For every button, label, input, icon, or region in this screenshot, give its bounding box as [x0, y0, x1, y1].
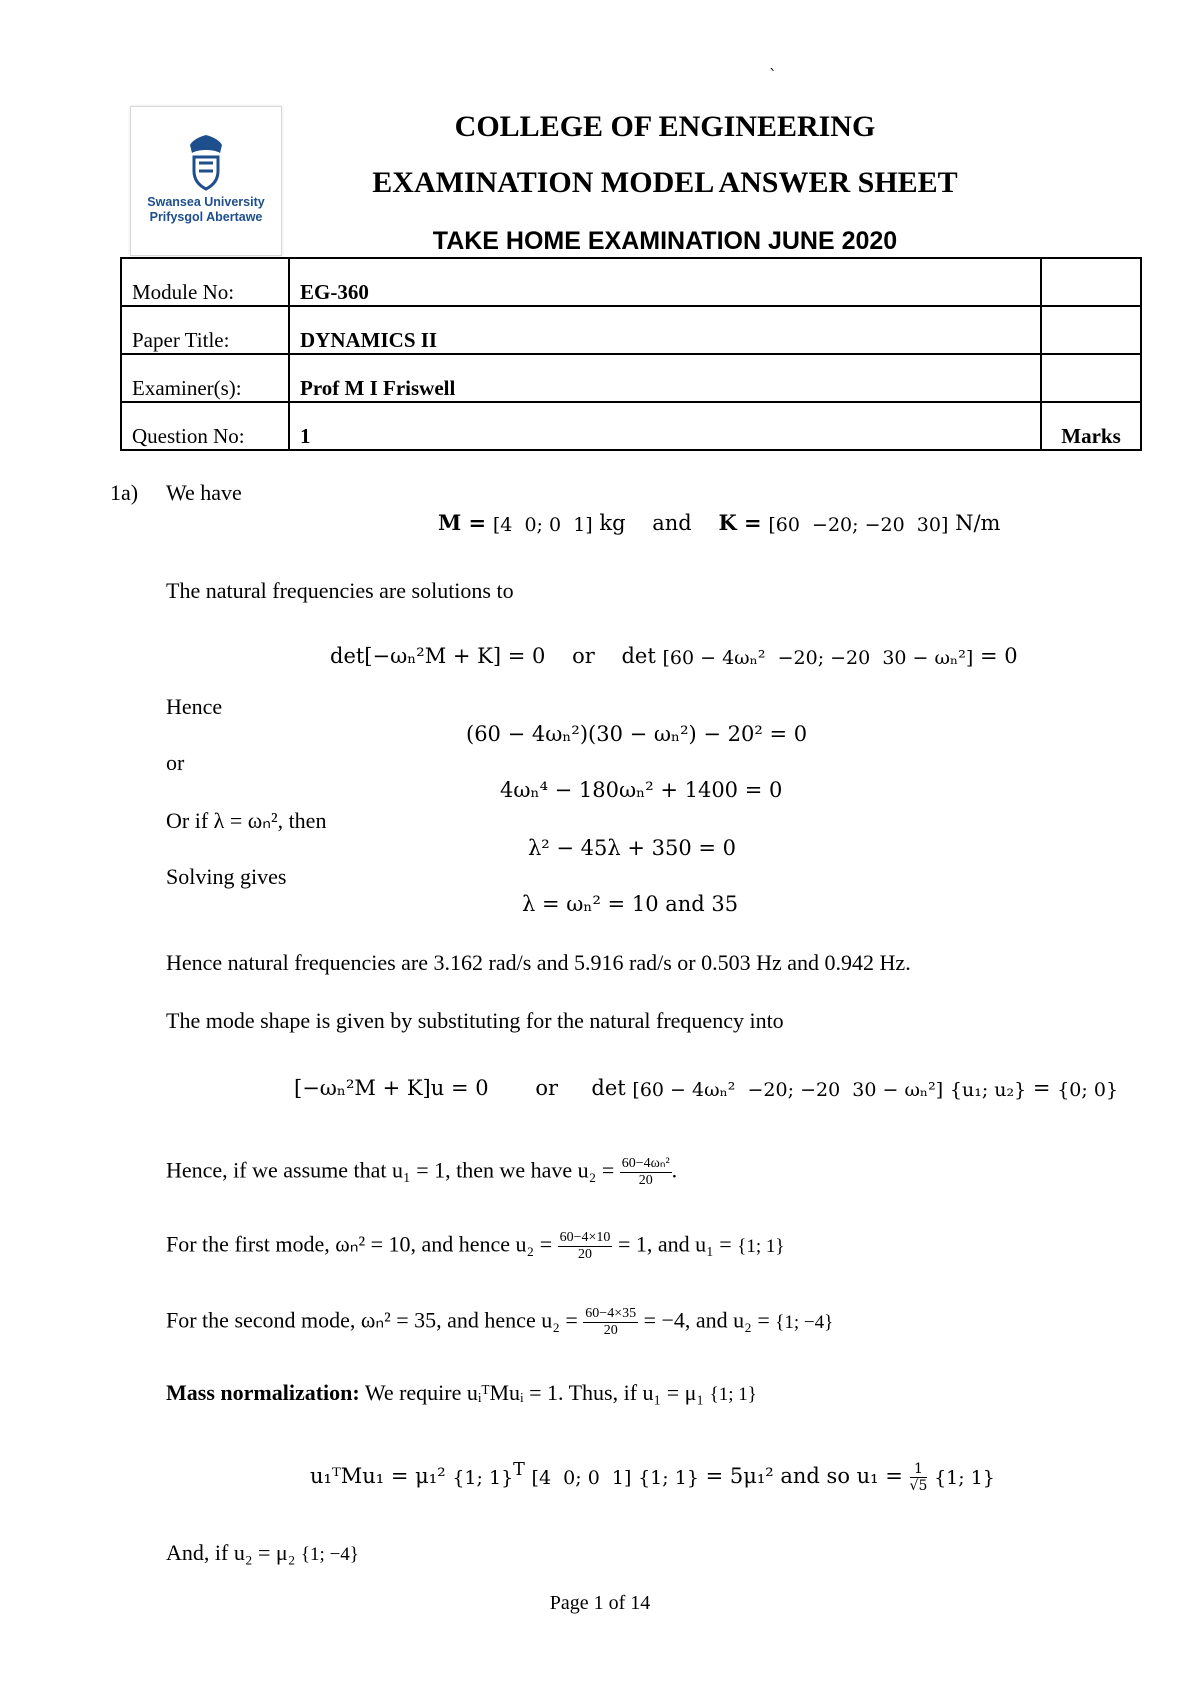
table-row	[121, 354, 1141, 402]
table-row	[121, 306, 1141, 354]
determinant-equation: det[−ωₙ²M + K] = 0 or det [60 − 4ωₙ² −20; −20 30 − ωₙ²] = 0	[330, 644, 1018, 669]
marks-cell	[1041, 306, 1141, 354]
marks-cell: Marks	[1041, 402, 1141, 450]
sheet-title: EXAMINATION MODEL ANSWER SHEET	[372, 166, 958, 199]
college-title: COLLEGE OF ENGINEERING	[454, 110, 876, 143]
nat-freq-intro: The natural frequencies are solutions to	[166, 578, 514, 603]
question-label: 1a)	[110, 480, 139, 505]
tick-mark: `	[769, 66, 777, 85]
assume-line: Hence, if we assume that u₁ = 1, then we have u₂ = $\frac{\text{60−4ωₙ²}}{20}$ .	[166, 1156, 678, 1188]
marks-cell	[1041, 354, 1141, 402]
mass-stiffness-equation: M = [4 0; 0 1] kg and K = [60 −20; −20 30] N/m	[438, 510, 1001, 536]
page-number: Page 1 of 14	[549, 1592, 651, 1614]
and-if-line: And, if u₂ = μ₂ {1; −4}	[166, 1540, 359, 1565]
value-cell: 1	[289, 402, 1041, 450]
exam-title: TAKE HOME EXAMINATION JUNE 2020	[432, 227, 898, 255]
marks-cell	[1041, 258, 1141, 306]
second-mode-line: For the second mode, ωₙ² = 35, and hence u₂ = $\frac{60-4\times 35}{20}$ = −4, and u₂ = {1; −4}	[166, 1306, 834, 1338]
value-cell: EG-360	[289, 258, 1041, 306]
table-row	[121, 402, 1141, 450]
logo-line-2: Prifysgol Abertawe	[149, 210, 263, 224]
char-equation-2: 4ωₙ⁴ − 180ωₙ² + 1400 = 0	[500, 778, 783, 802]
value-cell: DYNAMICS II	[289, 306, 1041, 354]
crest-icon	[184, 131, 228, 191]
logo-line-1: Swansea University	[147, 195, 265, 209]
mode-equation: [−ωₙ²M + K]u = 0 or det [60 − 4ωₙ² −20; −20 30 − ωₙ²] {u₁; u₂} = {0; 0}	[294, 1076, 1119, 1101]
char-equation-3: λ² − 45λ + 350 = 0	[528, 836, 737, 860]
or-if-text: Or if λ = ωₙ², then	[166, 808, 327, 833]
info-table	[120, 257, 1142, 451]
university-logo	[130, 106, 282, 256]
label-cell: Question No:	[121, 402, 289, 450]
label-cell: Paper Title:	[121, 306, 289, 354]
label-cell: Examiner(s):	[121, 354, 289, 402]
char-equation-1: (60 − 4ωₙ²)(30 − ωₙ²) − 20² = 0	[466, 722, 808, 746]
roots-equation: λ = ωₙ² = 10 and 35	[522, 892, 739, 916]
mass-normalization-line: Mass normalization: We require uᵢᵀMuᵢ = 1. Thus, if u₁ = μ₁ {1; 1}	[166, 1380, 757, 1405]
or-text: or	[166, 750, 185, 775]
nat-freq-result: Hence natural frequencies are 3.162 rad/s and 5.916 rad/s or 0.503 Hz and 0.942 Hz.	[166, 950, 911, 975]
value-cell: Prof M I Friswell	[289, 354, 1041, 402]
solving-text: Solving gives	[166, 864, 287, 889]
hence-text: Hence	[166, 694, 223, 719]
normalization-equation: u₁ᵀMu₁ = μ₁² {1; 1}$^T$ [4 0; 0 1] {1; 1} = 5μ₁² and so u₁ = $\frac{1}{√5}$ {1; 1}	[310, 1460, 995, 1494]
table-row	[121, 258, 1141, 306]
we-have-text: We have	[166, 480, 242, 505]
mode-intro: The mode shape is given by substituting for the natural frequency into	[166, 1008, 784, 1033]
first-mode-line: For the first mode, ωₙ² = 10, and hence u₂ = $\frac{60-4\times 10}{20}$ = 1, and u₁ = {1; 1}	[166, 1230, 785, 1262]
label-cell: Module No:	[121, 258, 289, 306]
